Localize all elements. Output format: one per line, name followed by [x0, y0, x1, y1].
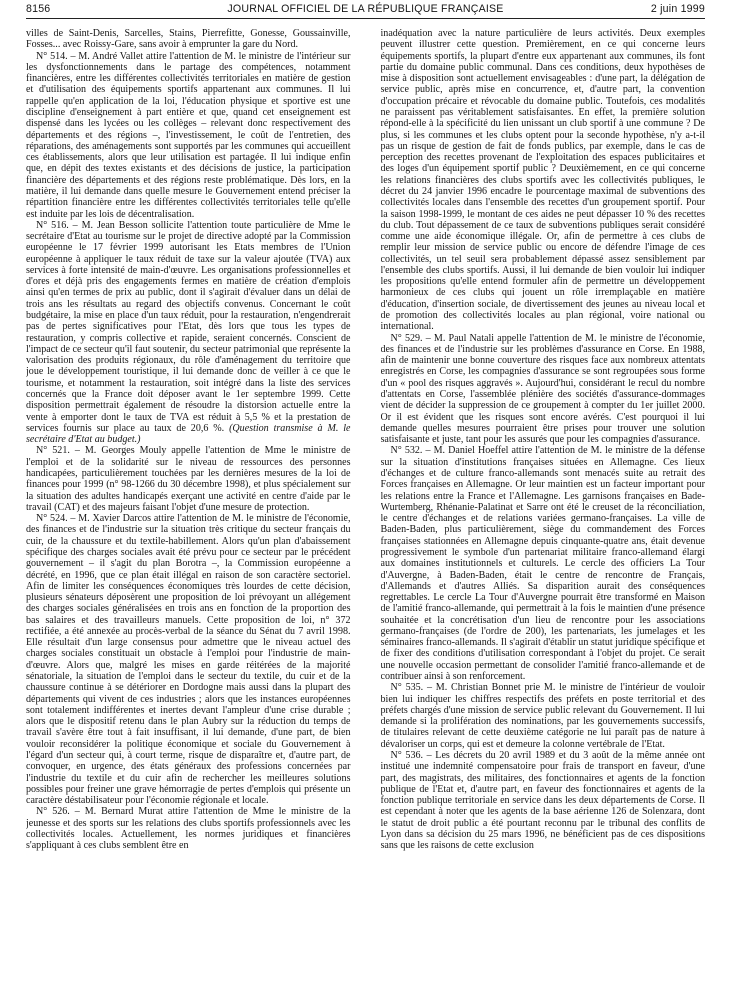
paragraph-text: N° 535. – M. Christian Bonnet prie M. le ministre de l'intérieur de vouloir bien lui indiquer les chiffres respectifs des préfets en poste territorial et des préfets chargés d'une mission de service public relevant du Gouvernement. Il lui demande si la prolifération des nominations, par les gouvernements successifs, de titulaires relevant de cette deuxième catégorie ne lui paraît pas de nature à dévaloriser un corps, qui est et demeure la colonne vertébrale de l'Etat. [380, 682, 705, 750]
question-paragraph [26, 445, 351, 513]
question-paragraph [26, 513, 351, 806]
paragraph-text: villes de Saint-Denis, Sarcelles, Stains, Pierrefitte, Gonesse, Goussainville, Fosses... avec Roissy-Gare, sans avoir à emprunter la gare du Nord. [26, 28, 351, 51]
paragraph-text: N° 536. – Les décrets du 20 avril 1989 et du 3 août de la même année ont institué une indemnité compensatoire pour frais de transport en faveur, d'une part, des magistrats, des militaires, des fonctionnaires et agents de la fonction publique de l'Etat et, d'autre part, en faveur des fonctionnaires et agents de la fonction publique territoriale en service dans les deux départements de Corse. Il est cependant à noter que les agents de la base aérienne 126 de Solenzara, dont le statut de droit public a été pourtant reconnu par le tribunal des conflits de Lyon dans sa décision du 25 mars 1996, ne bénéficient pas de ces dispositions sans que les raisons de cette exclusion [380, 750, 705, 852]
question-paragraph [381, 445, 706, 682]
paragraph-text: inadéquation avec la nature particulière de leurs activités. Deux exemples peuvent illustrer cette question. Premièrement, en ce qui concerne leurs équipements sportifs, la plupart d'entre eux appartenant aux communes, ils font partie du domaine public communal. Dans ces conditions, deux hypothèses de mise à disposition sont actuellement envisageables : d'une part, la délégation de service public, après mise en concurrence, et, d'autre part, la convention d'occupation précaire et révocable du domaine public. Toutefois, ces modalités ne paraissent pas véritablement satisfaisantes. En effet, la première solution répond-elle à la spécificité du lien unissant un club sportif à une commune ? De plus, si les communes et les clubs optent pour la seconde hypothèse, n'y a-t-il pas un risque de gestion de fait de fonds publics, par exemple, dans le cas de perception des recettes provenant de l'exploitation des espaces publicitaires et des loges d'un équipement sportif public ? Deuxièmement, en ce qui concerne les relations financières des clubs sportifs avec les collectivités publiques, le décret du 24 janvier 1996 encadre le pourcentage maximal de subventions des collectivités locales dans l'ensemble des recettes d'un groupement sportif. Pour la saison 1998-1999, le montant de ces aides ne peut dépasser 10 % des recettes du club. Tout dépassement de ce taux de subventions publiques serait considéré comme une aide économique illégale. Or, afin de permettre à ces clubs de remplir leur mission de service public ou encore de défendre l'image de ces collectivités, un tel seuil sera probablement dépassé assez sensiblement par l'ensemble des clubs sportifs. Aussi, il lui demande de bien vouloir lui indiquer les propositions qu'elle entend formuler afin de permettre un développement harmonieux de ces clubs qui jouent un rôle irremplaçable en matière d'éducation, d'insertion sociale, de divertissement des jeunes au niveau local et de promotion des collectivités locales au plan régional, voire national ou international. [380, 28, 705, 333]
left-column [26, 28, 351, 982]
question-paragraph [26, 220, 351, 446]
paragraph-text: N° 524. – M. Xavier Darcos attire l'attention de M. le ministre de l'économie, des finances et de l'industrie sur la situation très critique du secteur français du cuir, de la chaussure et du textile-habillement. Alors qu'un plan d'abaissement spécifique des charges sociales avait été prévu pour ce secteur par le précédent gouvernement – il s'agit du plan Borotra –, la Commission européenne a décrété, en 1996, que ce plan était illégal en raison de son caractère sectoriel. Afin de limiter les conséquences économiques très lourdes de cette décision, plusieurs sénateurs déposèrent une proposition de loi prévoyant un allégement des charges sociales généralisées en trois ans en fonction de la proportion des bas salaires et des travailleurs manuels. Cette proposition de loi, n° 372 rectifiée, a été annexée au procès-verbal de la séance du Sénat du 7 avril 1998. Elle résultait d'un large consensus pour admettre que le niveau actuel des charges sociales constituait un obstacle à l'emploi pour l'industrie de main-d'œuvre. Alors que, malgré les mises en garde réitérées de la majorité sénatoriale, la situation de l'emploi dans le secteur du textile, du cuir et de la chaussure continue à se détériorer en Dordogne mais aussi dans la plupart des départements qui vivent de ces industries ; alors que les instances européennes sont totalement indifférentes et inertes devant l'ampleur d'une crise durable ; alors que le dispositif retenu dans le plan Aubry sur la réduction du temps de travail s'avère être tout à fait insuffisant, il lui demande, d'une part, de bien vouloir reconsidérer la politique économique et sociale du Gouvernement à l'égard d'un secteur qui, à court terme, risque de disparaître et, d'autre part, de convoquer, en urgence, des états généraux des professions concernées par l'industrie du textile et du cuir afin de rechercher les meilleures solutions possibles pour freiner une grave hémorragie de pertes d'emplois qui présente un caractère déstabilisateur pour l'économie régionale et locale. [26, 513, 351, 807]
paragraph-text: N° 516. – M. Jean Besson sollicite l'attention toute particulière de Mme le secrétaire d'Etat au tourisme sur le projet de directive adopté par la Commission européenne le 17 février 1999 autorisant les Etats membres de l'Union européenne à appliquer le taux réduit de taxe sur la valeur ajoutée (TVA) aux services à forte intensité de main-d'œuvre. Les organisations professionnelles et d'ores et déjà pris des engagements fermes en matière de création d'emplois ainsi qu'en termes de prix au public, dont il s'agirait d'évaluer dans un délai de trois ans les résultats au regard des objectifs convenus. Concernant le coût budgétaire, la mise en place d'un taux réduit, pour la restauration, n'engendrerait pas de pertes significatives pour l'Etat, dès lors que tous les types de restauration, y compris collective et rapide, seraient concernés. Conscient de l'impact de ce secteur qu'il faut soutenir, du secteur patrimonial que représente la valorisation des produits régionaux, du rôle d'aménagement du territoire que joue le développement touristique, il lui demande donc de veiller à ce que le tourisme, et notamment la restauration, soit intégré dans la liste des services concernés que la France doit déposer avant le 1er septembre 1999. Cette disposition permettrait également de résoudre la distorsion actuelle entre la vente à emporter dont le taux de TVA est réduit à 5,5 % et la prestation de services fournis sur place au taux de 20,6 %. [26, 219, 351, 434]
question-paragraph [26, 28, 351, 51]
paragraph-text: N° 526. – M. Bernard Murat attire l'attention de Mme le ministre de la jeunesse et des sports sur les relations des clubs sportifs professionnels avec les collectivités locales. Actuellement, les normes juridiques et financières s'appliquant à ces clubs semblent être en [26, 806, 351, 852]
question-paragraph [26, 806, 351, 851]
text-columns [26, 28, 705, 982]
question-paragraph [381, 333, 706, 446]
paragraph-text: N° 514. – M. André Vallet attire l'attention de M. le ministre de l'intérieur sur les dysfonctionnements dans le partage des compétences, notamment financières, entre les différentes collectivités territoriales en matière de gestion et d'utilisation des équipements sportifs appartenant aux communes. Il lui rappelle qu'en application de la loi, l'éducation physique et sportive est une discipline d'enseignement à part entière et que, quand cet enseignement est dispensé dans les lycées ou les collèges – relevant donc respectivement des départements et des régions –, l'investissement, le coût de l'entretien, des réparations, des aménagements sont supportés par les communes qui accueillent ces établissements, alors que leur utilisation est partagée. Il lui indique enfin que, en dépit des textes existants et des décisions de justice, la participation financière des départements et des régions reste problématique. Dès lors, en la matière, il lui demande dans quelle mesure le Gouvernement entend préciser la répartition financière entre les différentes collectivités territoriales telle qu'elle est induite par les lois de décentralisation. [26, 50, 351, 220]
right-column [381, 28, 706, 982]
issue-date: 2 juin 1999 [650, 3, 705, 15]
question-paragraph [381, 682, 706, 750]
paragraph-text: N° 532. – M. Daniel Hoeffel attire l'attention de M. le ministre de la défense sur la situation d'institutions françaises situées en Allemagne. Ces lieux d'échanges et de culture franco-allemands sont menacés suite au retrait des Forces françaises en Allemagne. Or leur maintien est un facteur important pour les relations entre la France et l'Allemagne. Les garnisons françaises en Bade-Wurtemberg, Rhénanie-Palatinat et Sarre ont été le creuset de la réconciliation, le centre d'échanges et de relations variées germano-françaises. La ville de Baden-Baden, plus particulièrement, siège du commandement des Forces françaises stationnées en Allemagne depuis cinquante-quatre ans, était devenue progressivement le symbole d'un partenariat militaire franco-allemand élargi aux domaines institutionnels et culturels. Le cercle des officiers La Tour d'Auvergne, à Baden-Baden, était le centre de rencontre de Français, d'Allemands et d'autres Alliés. Sa disparition aurait des conséquences regrettables. Le cercle La Tour d'Auvergne pourrait être transformé en Maison de l'amitié franco-allemande, qui permettrait à la fois le maintien d'une présence souhaitée et la concrétisation d'un lieu de rencontre pour les associations germano-françaises (de l'ordre de 200), les partenariats, les jumelages et les séminaires franco-allemands. Il s'agirait d'établir un statut juridique spécifique et de fixer des conditions d'utilisation correspondant à l'objet du projet. Ce serait une nouvelle occasion permettant de consolider l'amitié franco-allemande et de contribuer ainsi à son renforcement. [380, 445, 705, 683]
paragraph-text: N° 529. – M. Paul Natali appelle l'attention de M. le ministre de l'économie, des finances et de l'industrie sur les problèmes d'assurance en Corse. En 1988, afin de maintenir une bonne couverture des risques face aux nombreux attentats enregistrés en Corse, les compagnies d'assurance se sont regroupées sous forme d'un « pool des risques aggravés ». Aujourd'hui, considérant le recul du nombre d'attentats en Corse, l'assemblée plénière des sociétés d'assurance-dommages vient de décider la suppression de ce groupement à compter du 1er juillet 2000. Or il est évident que les risques sont encore avérés. C'est pourquoi il lui demande quelles mesures pourraient être prises pour trouver une solution satisfaisante et juste, tant pour les assurés que pour les compagnies d'assurance. [380, 332, 705, 446]
question-paragraph [381, 750, 706, 852]
page-number: 8156 [26, 3, 51, 15]
journal-title: JOURNAL OFFICIEL DE LA RÉPUBLIQUE FRANÇAISE [227, 3, 504, 15]
paragraph-text: N° 521. – M. Georges Mouly appelle l'attention de Mme le ministre de l'emploi et de la solidarité sur le niveau de ressources des personnes handicapées, particulièrement touchées par les dernières mesures de la loi de finances pour 1999 (n° 98-1266 du 30 décembre 1998), et plus spécialement sur la situation des adultes handicapés exerçant une activité en centre d'aide par le travail (CAT) et des majeurs faisant l'objet d'une mesure de protection. [26, 445, 351, 513]
question-paragraph [381, 28, 706, 333]
header-rule [26, 18, 705, 19]
question-paragraph [26, 51, 351, 220]
transmission-note: (Question transmise à M. le secrétaire d'Etat au budget.) [26, 422, 351, 446]
